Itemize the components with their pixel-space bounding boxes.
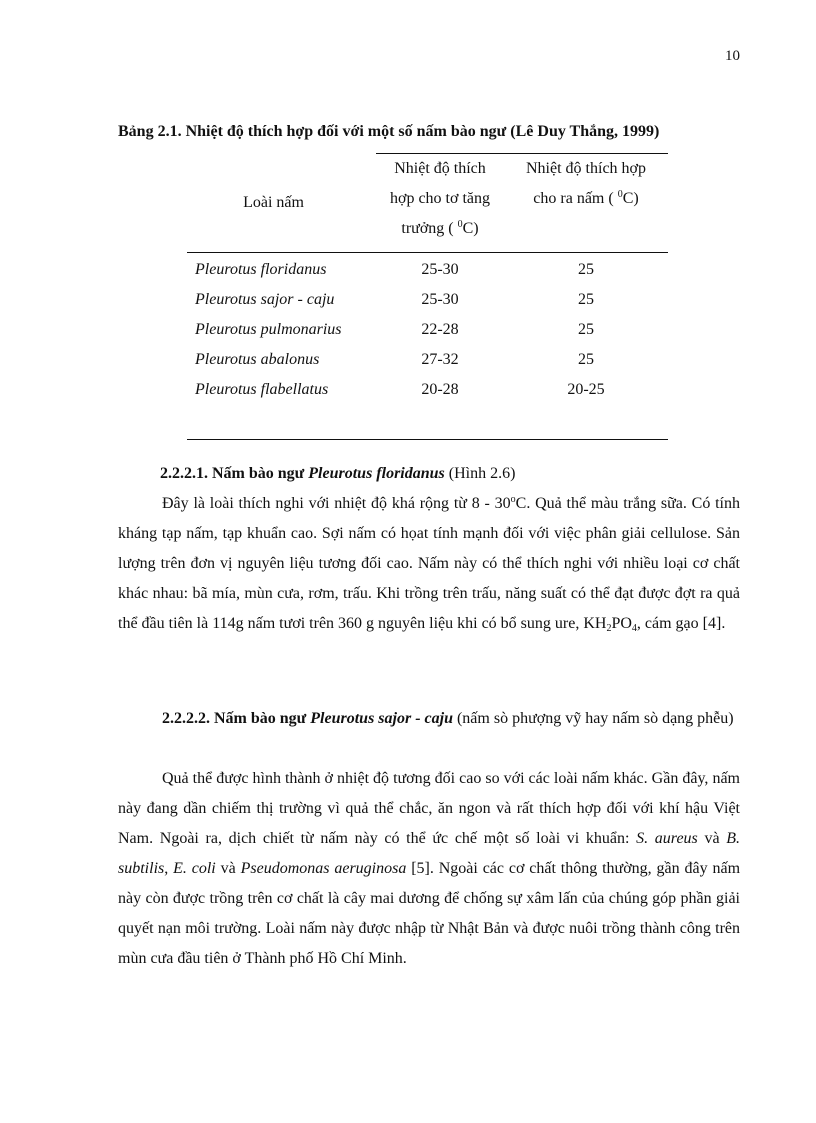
table-row [187, 375, 668, 405]
table-row [187, 285, 668, 315]
species-name: Pleurotus pulmonarius [195, 321, 342, 338]
species-name: Pleurotus sajor - caju [195, 291, 335, 308]
fruiting-temp: 25 [578, 291, 594, 308]
mycelium-temp: 22-28 [421, 321, 459, 338]
fruiting-temp: 25 [578, 351, 594, 368]
temperature-table [187, 153, 668, 440]
mycelium-temp: 20-28 [421, 381, 459, 398]
species-name: Pleurotus flabellatus [195, 381, 329, 398]
page-number: 10 [725, 48, 740, 64]
table-caption: Bảng 2.1. Nhiệt độ thích hợp đối với một số nấm bào ngư (Lê Duy Thắng, 1999) [118, 123, 660, 140]
fruiting-temp: 20-25 [567, 381, 605, 398]
fruiting-temp: 25 [578, 321, 594, 338]
header-species: Loài nấm [187, 154, 376, 253]
species-name: Pleurotus floridanus [195, 261, 327, 278]
mycelium-temp: 25-30 [421, 261, 459, 278]
paragraph-floridanus: Đây là loài thích nghi với nhiệt độ khá rộng từ 8 - 30$^o$C. Quả thể màu trắng sữa. Có tính kháng tạp nấm, tạp khuẩn cao. Sợi nấm có họat tính mạnh đối với việc phân giải cellulose. Sản lượng trên đơn vị nguyên liệu tương đối cao. Nấm này có thể thích nghi với nhiều loại cơ chất khác nhau: bã mía, mùn cưa, rơm, trấu. Khi trồng trên trấu, năng suất có thể đạt được đợt ra quả thể đầu tiên là 114g nấm tươi trên 360 g nguyên liệu khi có bổ sung ure, $KH_2PO_4$, cám gạo [4]. [118, 494, 741, 634]
header-fruiting-temp: Nhiệt độ thích hợp cho ra nấm ( $^0$C) [504, 154, 668, 253]
table-row [187, 345, 668, 375]
section-heading-sajor-caju: 2.2.2.2. Nấm bào ngư Pleurotus sajor - caju (nấm sò phượng vỹ hay nấm sò dạng phễu) [162, 710, 734, 727]
species-name: Pleurotus abalonus [195, 351, 320, 368]
header-mycelium-temp: Nhiệt độ thích hợp cho tơ tăng trưởng ( $^0$C) [376, 154, 504, 253]
mycelium-temp: 25-30 [421, 291, 459, 308]
section-heading-floridanus: 2.2.2.1. Nấm bào ngư Pleurotus floridanus (Hình 2.6) [160, 465, 516, 482]
table-bottom-rule [187, 405, 668, 440]
fruiting-temp: 25 [578, 261, 594, 278]
table-row [187, 253, 668, 286]
paragraph-sajor-caju: Quả thể được hình thành ở nhiệt độ tương đối cao so với các loài nấm khác. Gần đây, nấm này đang dần chiếm thị trường vì quả thể chắc, ăn ngon và rất thích hợp đối với khí hậu Việt Nam. Ngoài ra, dịch chiết từ nấm này có thể ức chế một số loài vi khuẩn: S. aureus và B. subtilis, E. coli và Pseudomonas aeruginosa [5]. Ngoài các cơ chất thông thường, gần đây nấm này còn được trồng trên cơ chất là cây mai dương để chống sự xâm lấn của chúng góp phần giải quyết nạn môi trường. Loài nấm này được nhập từ Nhật Bản và được nuôi trồng thành công trên mùn cưa đầu tiên ở Thành phố Hồ Chí Minh. [118, 770, 741, 967]
table-row [187, 315, 668, 345]
mycelium-temp: 27-32 [421, 351, 459, 368]
